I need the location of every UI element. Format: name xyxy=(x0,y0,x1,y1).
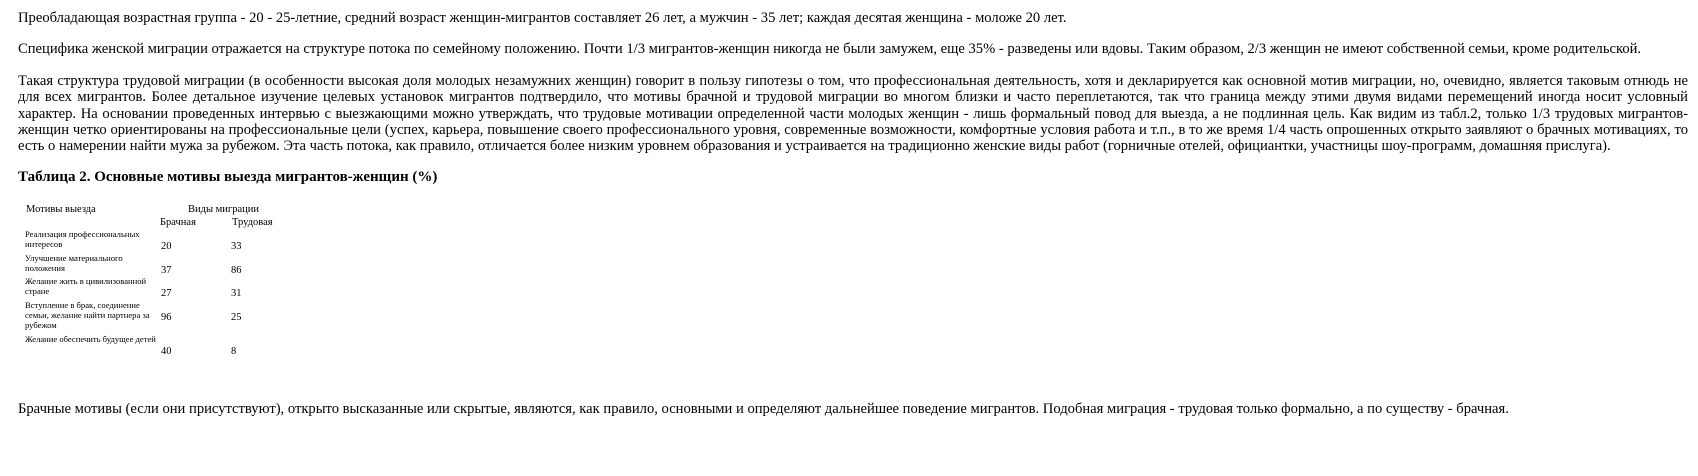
table-title: Таблица 2. Основные мотивы выезда мигрантов-женщин (%) xyxy=(18,168,438,185)
table-cell-labor: 33 xyxy=(231,240,242,252)
motives-table xyxy=(18,200,1688,375)
header-motives: Мотивы выезда xyxy=(26,203,96,215)
header-migration-types: Виды миграции xyxy=(188,203,259,215)
table-row-label: Вступление в брак, соединение семьи, желание найти партнера за рубежом xyxy=(25,299,150,330)
table-cell-marriage: 20 xyxy=(161,240,172,252)
table-row-label: Улучшение материального положения xyxy=(25,252,123,273)
table-cell-labor: 31 xyxy=(231,287,242,299)
column-header-labor: Трудовая xyxy=(232,216,273,228)
table-cell-marriage: 27 xyxy=(161,287,172,299)
column-header-marriage: Брачная xyxy=(160,216,196,228)
table-cell-labor: 86 xyxy=(231,264,242,276)
table-cell-labor: 8 xyxy=(231,345,237,357)
table-cell-marriage: 37 xyxy=(161,264,172,276)
table-cell-marriage: 40 xyxy=(161,345,172,357)
table-cell-marriage: 96 xyxy=(161,311,172,323)
paragraph-age-groups: Преобладающая возрастная группа - 20 - 25-летние, средний возраст женщин-мигрантов составляет 26 лет, а мужчин - 35 лет; каждая десятая женщина - моложе 20 лет. xyxy=(18,10,1067,26)
paragraph-marital-status: Специфика женской миграции отражается на структуре потока по семейному положению. Почти 1/3 мигрантов-женщин никогда не были замужем, еще 35% - разведены или вдовы. Таким образом, 2/3 женщин не имеют собственной семьи, кроме родительской. xyxy=(18,41,1642,58)
table-row-label: Желание жить в цивилизованной стране xyxy=(25,275,147,296)
paragraph-migration-structure: Такая структура трудовой миграции (в особенности высокая доля молодых незамужних женщин) говорит в пользу гипотезы о том, что профессиональная деятельность, хотя и декларируется как основной мотив миграции, но, очевидно, является таковым отнюдь не для всех мигрантов. Более детальное изучение целевых установок мигрантов подтвердило, что мотивы брачной и трудовой миграции во многом близки и часто переплетаются, так что граница между этими двумя видами перемещений иногда носит условный характер. На основании проведенных интервью с выезжающими можно утверждать, что трудовые мотивации определенной части молодых женщин - лишь формальный повод для выезда, а не подлинная цель. Как видим из табл.2, только 1/3 трудовых мигрантов-женщин четко ориентированы на профессиональные цели (успех, карьера, повышение своего профессионального уровня, современные возможности, комфортные условия работа и т.п., в то же время 1/4 часть опрошенных открыто заявляют о брачных мотивациях, то есть о намерении найти мужа за рубежом. Эта часть потока, как правило, отличается более низким уровнем образования и устраивается на традиционно женские виды работ (горничные отелей, официантки, участницы шоу-программ, домашняя прислуга). xyxy=(18,72,1688,155)
table-row-label: Реализация профессиональных интересов xyxy=(25,228,140,249)
paragraph-marriage-motives: Брачные мотивы (если они присутствуют), открыто высказанные или скрытые, являются, как правило, основными и определяют дальнейшее поведение мигрантов. Подобная миграция - трудовая только формально, а по существу - брачная. xyxy=(18,400,1509,417)
document-page xyxy=(18,8,1688,417)
table-row-label: Желание обеспечить будущее детей xyxy=(25,333,156,344)
table-cell-labor: 25 xyxy=(231,311,242,323)
